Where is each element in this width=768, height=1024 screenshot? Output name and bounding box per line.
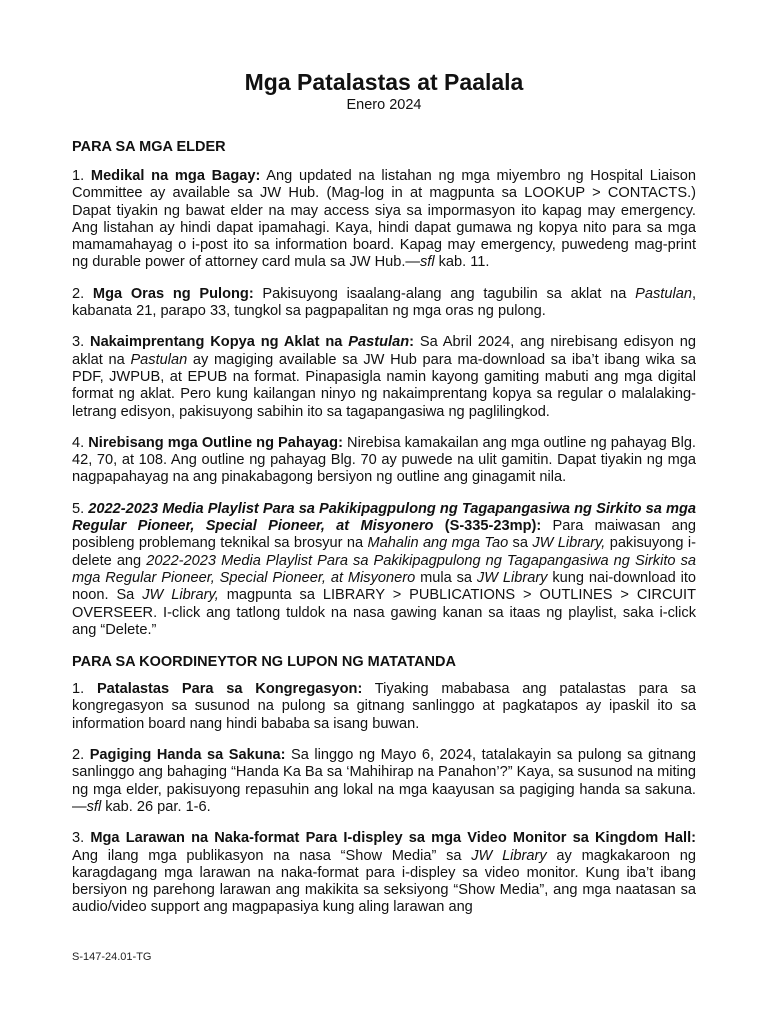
text-run: kab. 26 par. 1-6. bbox=[101, 798, 211, 815]
text-run: 3. bbox=[72, 334, 91, 351]
italic-text-run: Mahalin ang mga Tao bbox=[367, 535, 509, 552]
document-date: Enero 2024 bbox=[346, 97, 422, 113]
paragraph-item bbox=[72, 501, 696, 639]
text-run: Pakisuyong isaalang-alang ang tagubilin sa aklat na bbox=[253, 285, 636, 302]
bold-text-run: Pagiging Handa sa Sakuna: bbox=[89, 747, 286, 764]
text-run: 5. bbox=[72, 500, 89, 517]
document-code: S-147-24.01-TG bbox=[72, 951, 152, 963]
bold-text-run: (S-335-23mp): bbox=[433, 518, 542, 535]
italic-text-run: JW Library, bbox=[532, 535, 606, 552]
paragraph-item bbox=[72, 168, 696, 272]
text-run: Ang updated na listahan ng mga miyembro ng Hospital Liaison Committee ay available sa JW Hub. (Mag-log in at magpunta sa LOOKUP > CONTACTS.) Dapat tiyakin ng bawat elder na may access siya sa impormasyon ito kapag may emergency. Ang listahan ay hindi dapat ipamahagi. Kaya, hindi dapat gumawa ng kopya nito para sa mga mamamahayag o i-post ito sa information board. Kapag may emergency, puwedeng mag-print ng durable power of attorney card mula sa JW Hub.— bbox=[72, 168, 696, 271]
bold-text-run: Medikal na mga Bagay: bbox=[90, 168, 261, 184]
text-run: Nirebisa kamakailan ang mga outline ng pahayag Blg. 42, 70, at 108. Ang outline ng pahayag Blg. 70 ay puwede na ulit gamitin. Dapat tiyakin ng mga nagpapahayag na ang pinakabagong bersiyon ng outline ang ginagamit nila. bbox=[72, 434, 696, 486]
document-page bbox=[72, 68, 696, 931]
text-run: pakisuyong i-delete ang bbox=[72, 535, 696, 569]
bold-text-run: Pastulan bbox=[348, 334, 410, 351]
italic-text-run: sfl bbox=[419, 254, 435, 271]
paragraph-item bbox=[72, 334, 696, 420]
text-run: 2. bbox=[72, 747, 90, 764]
text-run: 1. bbox=[72, 168, 91, 184]
italic-text-run: JW Library bbox=[471, 847, 547, 864]
text-run: ay magiging available sa JW Hub para ma-download sa iba’t ibang wika sa PDF, JWPUB, at EPUB na format. Pinapasigla namin kayong gamiting mabuti ang mga digital format ng aklat. Pero kung kailangan ninyo ng nakaimprentang kopya sa regular o malalaking-letrang edisyon, pakisuyong sabihin ito sa tagapangasiwa ng paglilingkod. bbox=[72, 351, 696, 420]
text-run: Tiyaking mababasa ang patalastas para sa kongregasyon sa susunod na pulong sa gitnang sanlinggo at pagkatapos ay ipaskil ito sa information board nang hindi bababa sa isang buwan. bbox=[72, 681, 697, 732]
paragraph-item bbox=[72, 747, 696, 816]
paragraph-item bbox=[72, 286, 696, 321]
bold-text-run: Nirebisang mga Outline ng Pahayag: bbox=[88, 434, 343, 451]
text-run: kab. 11. bbox=[434, 254, 490, 271]
text-run: Ang ilang mga publikasyon na nasa “Show Media” sa bbox=[72, 847, 472, 864]
text-run: ay magkakaroon ng karagdagang mga larawan na naka-format para i-displey sa video monitor. Kung iba’t ibang bersiyon ng parehong larawan ang makikita sa seksiyong “Show Media”, ang mga naatasan sa audio/video support ang magpapasiya kung aling larawan ang bbox=[72, 847, 696, 916]
paragraph-item bbox=[72, 681, 696, 733]
text-run: 3. bbox=[72, 830, 91, 847]
italic-text-run: sfl bbox=[86, 798, 102, 815]
text-run: , kabanata 21, parapo 33, tungkol sa pagpapalitan ng mga oras ng pulong. bbox=[72, 285, 696, 320]
text-run: 1. bbox=[72, 681, 97, 698]
bold-text-run: Nakaimprentang Kopya ng Aklat na bbox=[90, 334, 349, 351]
bold-text-run: Patalastas Para sa Kongregasyon: bbox=[96, 681, 363, 698]
bold-text-run: Mga Oras ng Pulong: bbox=[92, 285, 254, 302]
text-run: Sa linggo ng Mayo 6, 2024, tatalakayin sa pulong sa gitnang sanlinggo ang bahaging “Handa Ka Ba sa ‘Mahihirap na Panahon’?” Kaya, sa susunod na miting ng mga elder, pakisuyong repasuhin ang lokal na mga kaayusan sa pagiging handa sa sakuna.— bbox=[72, 747, 697, 815]
italic-text-run: 2022-2023 Media Playlist Para sa Pakikipagpulong ng Tagapangasiwa ng Sirkito sa mga Regular Pioneer, Special Pioneer, at Misyonero bbox=[72, 552, 696, 586]
document-title: Mga Patalastas at Paalala bbox=[244, 69, 524, 95]
section-elders bbox=[72, 168, 696, 639]
italic-text-run: Pastulan bbox=[635, 285, 692, 302]
text-run: Sa Abril 2024, ang nirebisang edisyon ng aklat na bbox=[72, 334, 696, 368]
paragraph-item bbox=[72, 830, 696, 916]
bold-text-run: 2022-2023 Media Playlist Para sa Pakikipagpulong ng Tagapangasiwa ng Sirkito sa mga Regular Pioneer, Special Pioneer, at Misyonero bbox=[72, 500, 696, 535]
section-coordinator bbox=[72, 681, 696, 917]
text-run: 4. bbox=[72, 434, 89, 451]
text-run: mula sa bbox=[415, 569, 477, 586]
italic-text-run: JW Library bbox=[476, 569, 548, 586]
text-run: kung nai-download ito noon. Sa bbox=[72, 569, 696, 604]
text-run: magpunta sa LIBRARY > PUBLICATIONS > OUTLINES > CIRCUIT OVERSEER. I-click ang tatlong tuldok na nasa gawing kanan sa itaas ng playlist, saka i-click ang “Delete.” bbox=[72, 587, 696, 638]
text-run: Para maiwasan ang posibleng problemang teknikal sa brosyur na bbox=[72, 518, 697, 552]
bold-text-run: Mga Larawan na Naka-format Para I-displey sa mga Video Monitor sa Kingdom Hall: bbox=[90, 830, 696, 847]
italic-text-run: JW Library, bbox=[142, 587, 219, 604]
paragraph-item bbox=[72, 435, 696, 487]
bold-text-run: : bbox=[409, 334, 414, 351]
section-heading-elders: PARA SA MGA ELDER bbox=[72, 139, 226, 155]
text-run: 2. bbox=[72, 285, 93, 302]
italic-text-run: Pastulan bbox=[130, 351, 188, 368]
section-heading-coordinator: PARA SA KOORDINEYTOR NG LUPON NG MATATANDA bbox=[72, 654, 456, 671]
text-run: sa bbox=[508, 535, 533, 552]
